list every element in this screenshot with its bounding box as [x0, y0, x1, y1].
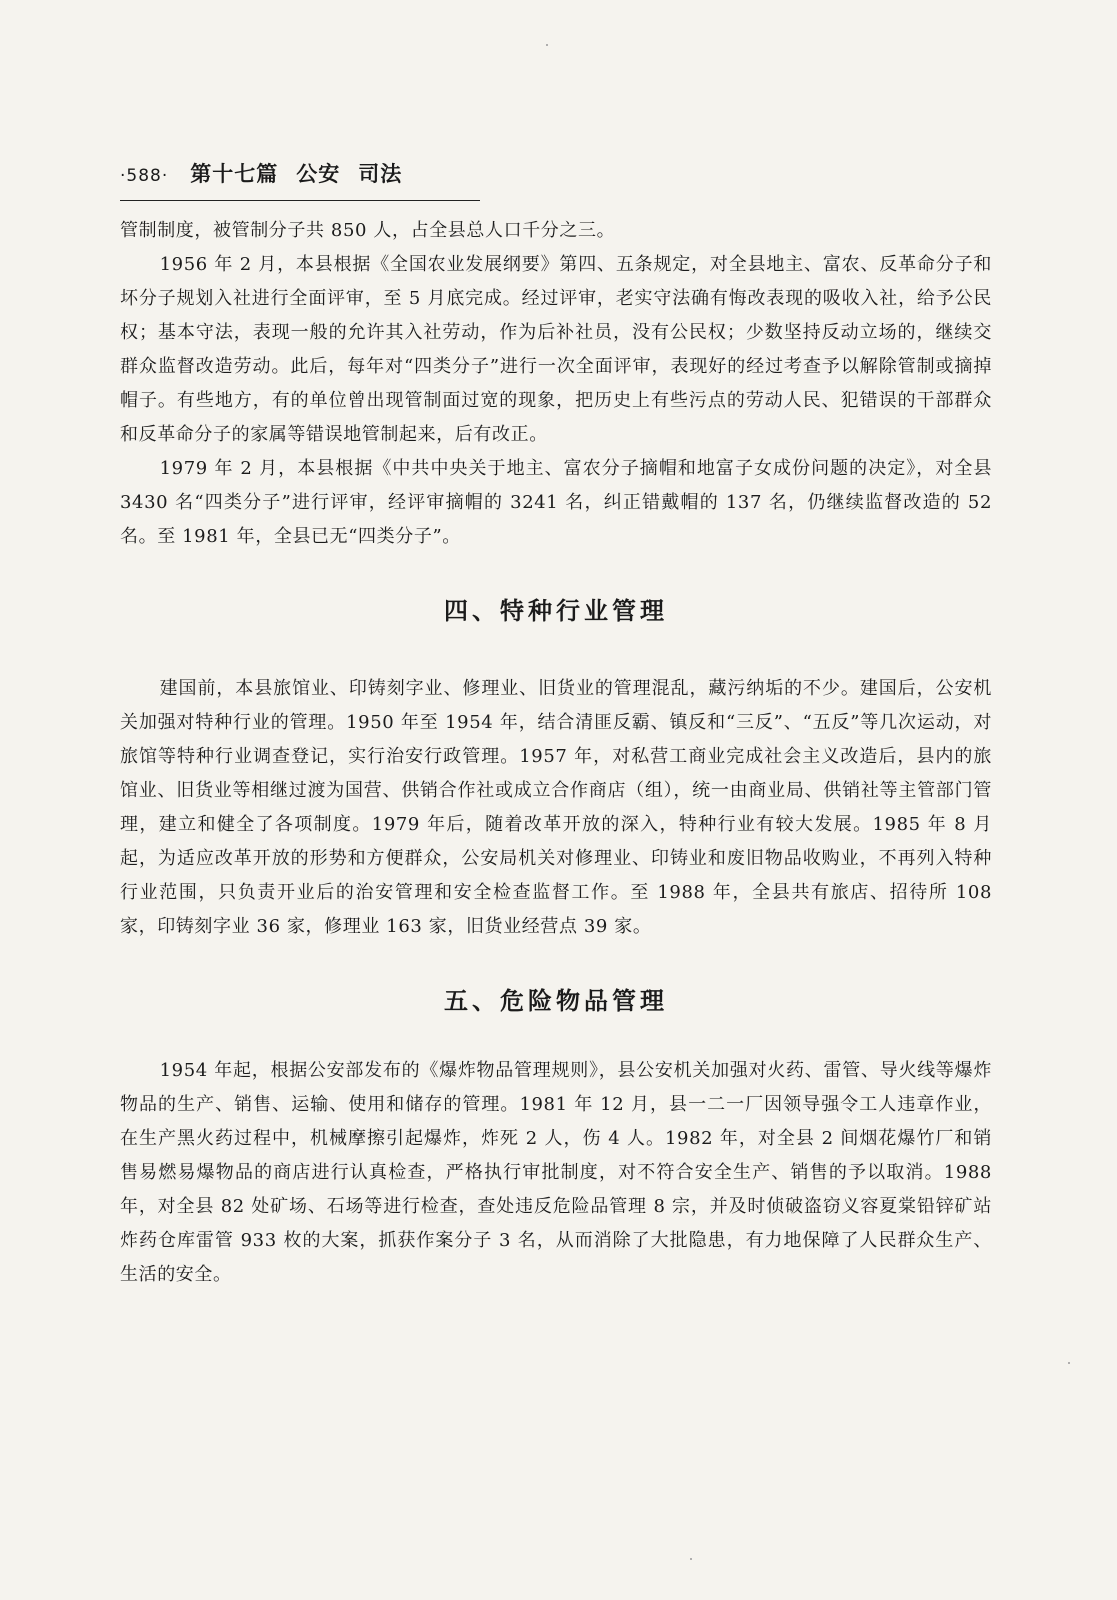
scan-speck	[1068, 1362, 1070, 1364]
paragraph-1979: 1979 年 2 月，本县根据《中共中央关于地主、富农分子摘帽和地富子女成份问题的决定》，对全县 3430 名“四类分子”进行评审，经评审摘帽的 3241 名，纠正错戴帽的 137 名，仍继续监督改造的 52 名。至 1981 年，全县已无“四类分子”。	[120, 458, 992, 547]
section-title-dangerous-goods: 五、危险物品管理	[444, 986, 668, 1015]
body-text	[120, 214, 992, 1292]
chapter-heading	[190, 158, 402, 188]
paragraph-special-industries: 建国前，本县旅馆业、印铸刻字业、修理业、旧货业的管理混乱，藏污纳垢的不少。建国后，公安机关加强对特种行业的管理。1950 年至 1954 年，结合清匪反霸、镇反和“三反”、“五反”等几次运动，对旅馆等特种行业调查登记，实行治安行政管理。1957 年，对私营工商业完成社会主义改造后，县内的旅馆业、旧货业等相继过渡为国营、供销合作社或成立合作商店（组），统一由商业局、供销社等主管部门管理，建立和健全了各项制度。1979 年后，随着改革开放的深入，特种行业有较大发展。1985 年 8 月起，为适应改革开放的形势和方便群众，公安局机关对修理业、印铸业和废旧物品收购业，不再列入特种行业范围，只负责开业后的治安管理和安全检查监督工作。至 1988 年，全县共有旅店、招待所 108 家，印铸刻字业 36 家，修理业 163 家，旧货业经营点 39 家。	[120, 678, 992, 937]
paragraph-1956: 1956 年 2 月，本县根据《全国农业发展纲要》第四、五条规定，对全县地主、富农、反革命分子和坏分子规划入社进行全面评审，至 5 月底完成。经过评审，老实守法确有悔改表现的吸收入社，给予公民权；基本守法，表现一般的允许其入社劳动，作为后补社员，没有公民权；少数坚持反动立场的，继续交群众监督改造劳动。此后，每年对“四类分子”进行一次全面评审，表现好的经过考查予以解除管制或摘掉帽子。有些地方，有的单位曾出现管制面过宽的现象，把历史上有些污点的劳动人民、犯错误的干部群众和反革命分子的家属等错误地管制起来，后有改正。	[120, 254, 992, 445]
scan-speck	[546, 44, 548, 46]
running-header	[120, 158, 480, 198]
section-title-special-industries: 四、特种行业管理	[444, 596, 668, 625]
scan-speck	[690, 1558, 692, 1560]
chapter-title: 第十七篇	[190, 162, 279, 186]
chapter-sub-2: 司法	[358, 162, 403, 186]
header-rule	[120, 200, 480, 201]
chapter-sub-1: 公安	[296, 162, 341, 186]
paragraph-dangerous-goods: 1954 年起，根据公安部发布的《爆炸物品管理规则》，县公安机关加强对火药、雷管、导火线等爆炸物品的生产、销售、运输、使用和储存的管理。1981 年 12 月，县一二一厂因领导强令工人违章作业，在生产黑火药过程中，机械摩擦引起爆炸，炸死 2 人，伤 4 人。1982 年，对全县 2 间烟花爆竹厂和销售易燃易爆物品的商店进行认真检查，严格执行审批制度，对不符合安全生产、销售的予以取消。1988 年，对全县 82 处矿场、石场等进行检查，查处违反危险品管理 8 宗，并及时侦破盗窃义容夏棠铅锌矿站炸药仓库雷管 933 枚的大案，抓获作案分子 3 名，从而消除了大批隐患，有力地保障了人民群众生产、生活的安全。	[120, 1060, 992, 1285]
paragraph-continuation: 管制制度，被管制分子共 850 人，占全县总人口千分之三。	[120, 220, 616, 241]
page-number: ·588·	[120, 166, 169, 186]
